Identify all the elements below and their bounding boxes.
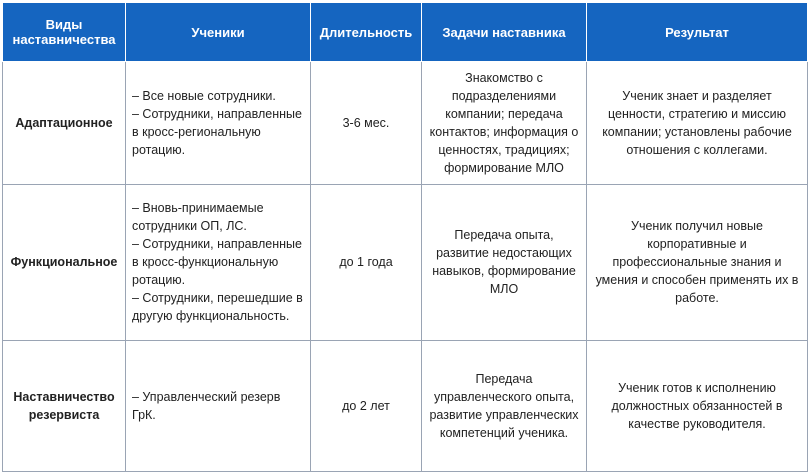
row-type: Функциональное bbox=[3, 185, 126, 340]
row-type: Наставничество резервиста bbox=[3, 340, 126, 471]
student-line: – Все новые сотрудники. bbox=[132, 89, 276, 104]
table-row bbox=[3, 185, 808, 340]
student-line: – Сотрудники, направленные в кросс-функциональную ротацию. bbox=[132, 237, 302, 288]
header-tasks: Задачи наставника bbox=[422, 3, 587, 62]
student-line: – Вновь-принимаемые сотрудники ОП, ЛС. bbox=[132, 201, 264, 234]
row-result: Ученик получил новые корпоративные и профессиональные знания и умения и способен применять их в работе. bbox=[587, 185, 808, 340]
table-header bbox=[3, 3, 808, 62]
table-row bbox=[3, 62, 808, 185]
header-duration: Длительность bbox=[311, 3, 422, 62]
mentoring-table bbox=[2, 2, 808, 472]
row-duration: 3-6 мес. bbox=[311, 62, 422, 185]
table-row bbox=[3, 340, 808, 471]
student-line: – Сотрудники, перешедшие в другую функциональность. bbox=[132, 291, 303, 324]
student-line: – Управленческий резерв ГрК. bbox=[132, 389, 281, 422]
student-line: – Сотрудники, направленные в кросс-региональную ротацию. bbox=[132, 107, 302, 158]
row-students bbox=[126, 62, 311, 185]
row-tasks: Передача опыта, развитие недостающих навыков, формирование МЛО bbox=[422, 185, 587, 340]
row-students bbox=[126, 340, 311, 471]
row-result: Ученик готов к исполнению должностных обязанностей в качестве руководителя. bbox=[587, 340, 808, 471]
row-type: Адаптационное bbox=[3, 62, 126, 185]
header-result: Результат bbox=[587, 3, 808, 62]
row-duration: до 1 года bbox=[311, 185, 422, 340]
header-row bbox=[3, 3, 808, 62]
row-students bbox=[126, 185, 311, 340]
row-tasks: Передача управленческого опыта, развитие управленческих компетенций ученика. bbox=[422, 340, 587, 471]
table-body bbox=[3, 62, 808, 472]
row-result: Ученик знает и разделяет ценности, стратегию и миссию компании; установлены рабочие отношения с коллегами. bbox=[587, 62, 808, 185]
header-students: Ученики bbox=[126, 3, 311, 62]
row-duration: до 2 лет bbox=[311, 340, 422, 471]
header-types: Виды наставничества bbox=[3, 3, 126, 62]
row-tasks: Знакомство с подразделениями компании; передача контактов; информация о ценностях, традициях; формирование МЛО bbox=[422, 62, 587, 185]
